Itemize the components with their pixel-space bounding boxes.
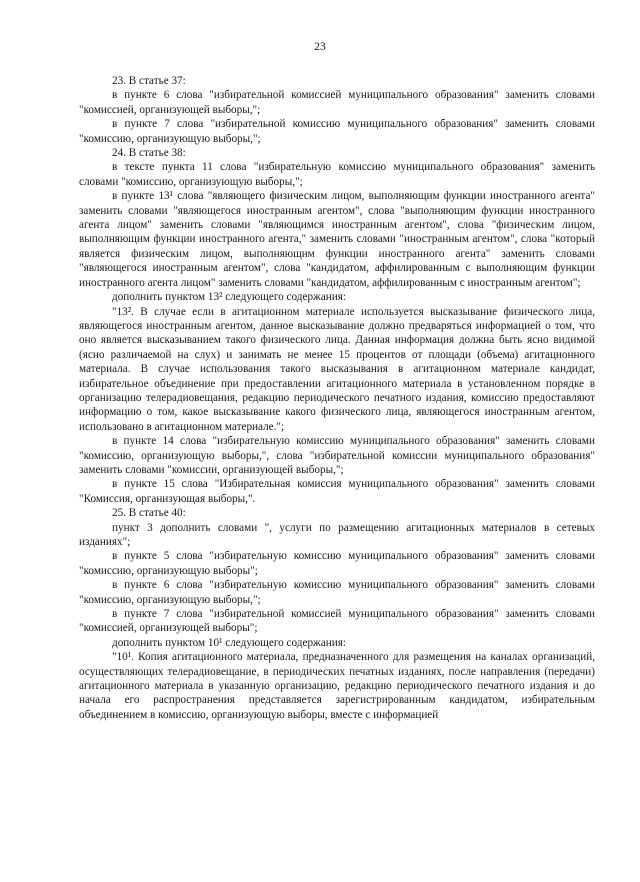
- paragraph-add-point-10-1: дополнить пунктом 10¹ следующего содержания:: [112, 636, 346, 649]
- paragraph-article-38-point-13-1: в пункте 13¹ слова "являющего физическим лицом, выполняющим функции иностранного агента" заменить словами "являющегося иностранным агентом", слова "выполняющим функции иностранного агента лицом" заменить словами "являющимся иностранным агентом", слова "физическим лицом, выполняющим функции иностранного агента," заменить словами "иностранным агентом", слова "который является физическим лицом, выполняющим функции иностранного агента" заменить словами "являющегося иностранным агентом", слова "кандидатом, аффилированным с выполняющим функции иностранного агента лицом" заменить словами "кандидатом, аффилированным с иностранным агентом";: [79, 190, 595, 289]
- paragraph-article-38-point-14: в пункте 14 слова "избирательную комиссию муниципального образования" заменить словами "комиссию, организующую выборы,", слова "избирательной комиссии муниципального образования" заменить словами "комиссии, организующей выборы,";: [79, 435, 595, 476]
- paragraph-article-40-point-6: в пункте 6 слова "избирательную комиссию муниципального образования" заменить словами "комиссию, организующую выборы,";: [79, 579, 595, 606]
- paragraph-article-40-heading: 25. В статье 40:: [112, 507, 186, 520]
- document-body: [79, 74, 595, 722]
- paragraph-article-38-point-11: в тексте пункта 11 слова "избирательную комиссию муниципального образования" заменить словами "комиссию, организующую выборы,";: [79, 161, 595, 188]
- paragraph-article-40-point-3: пункт 3 дополнить словами ", услуги по размещению агитационных материалов в сетевых изданиях";: [79, 521, 595, 548]
- paragraph-article-37-heading: 23. В статье 37:: [112, 75, 186, 87]
- paragraph-article-38-heading: 24. В статье 38:: [112, 147, 186, 160]
- paragraph-article-37-point-7: в пункте 7 слова "избирательной комиссию муниципального образования" заменить словами "комиссию, организующую выборы,";: [79, 118, 595, 145]
- page-number: 23: [314, 41, 326, 53]
- paragraph-add-point-13-2: дополнить пунктом 13² следующего содержания:: [112, 291, 346, 304]
- paragraph-article-40-point-7: в пункте 7 слова "избирательной комиссией муниципального образования" заменить словами "комиссией, организующей выборы";: [79, 608, 595, 635]
- paragraph-point-13-2-text: "13². В случае если в агитационном материале используется высказывание физического лица, являющегося иностранным агентом, данное высказывание должно предваряться информацией о том, что оно является высказыванием такого физического лица. Данная информация должна быть ясно видимой (ясно различаемой на слух) и занимать не менее 15 процентов от площади (объема) агитационного материала. В случае использования такого высказывания в агитационном материале кандидат, избирательное объединение при предоставлении агитационного материала в установленном порядке в организацию телерадиовещания, редакцию периодического печатного издания, комиссию предоставляют информацию о том, какое высказывание какого физического лица, являющегося иностранным агентом, использовано в агитационном материале.";: [79, 305, 595, 433]
- paragraph-article-38-point-15: в пункте 15 слова "Избирательная комиссия муниципального образования" заменить словами "Комиссия, организующая выборы,".: [79, 478, 595, 505]
- paragraph-article-37-point-6: в пункте 6 слова "избирательной комиссией муниципального образования" заменить словами "комиссией, организующей выборы,";: [79, 89, 595, 116]
- paragraph-article-40-point-5: в пункте 5 слова "избирательную комиссию муниципального образования" заменить словами "комиссию, организующую выборы";: [79, 550, 595, 577]
- paragraph-point-10-1-text: "10¹. Копия агитационного материала, предназначенного для размещения на каналах организаций, осуществляющих телерадиовещание, в периодических печатных изданиях, после направления (передачи) агитационного материала в указанную организацию, редакцию периодического печатного издания и до начала его распространения представляется зарегистрированным кандидатом, избирательным объединением в комиссию, организующую выборы, вместе с информацией: [79, 651, 595, 721]
